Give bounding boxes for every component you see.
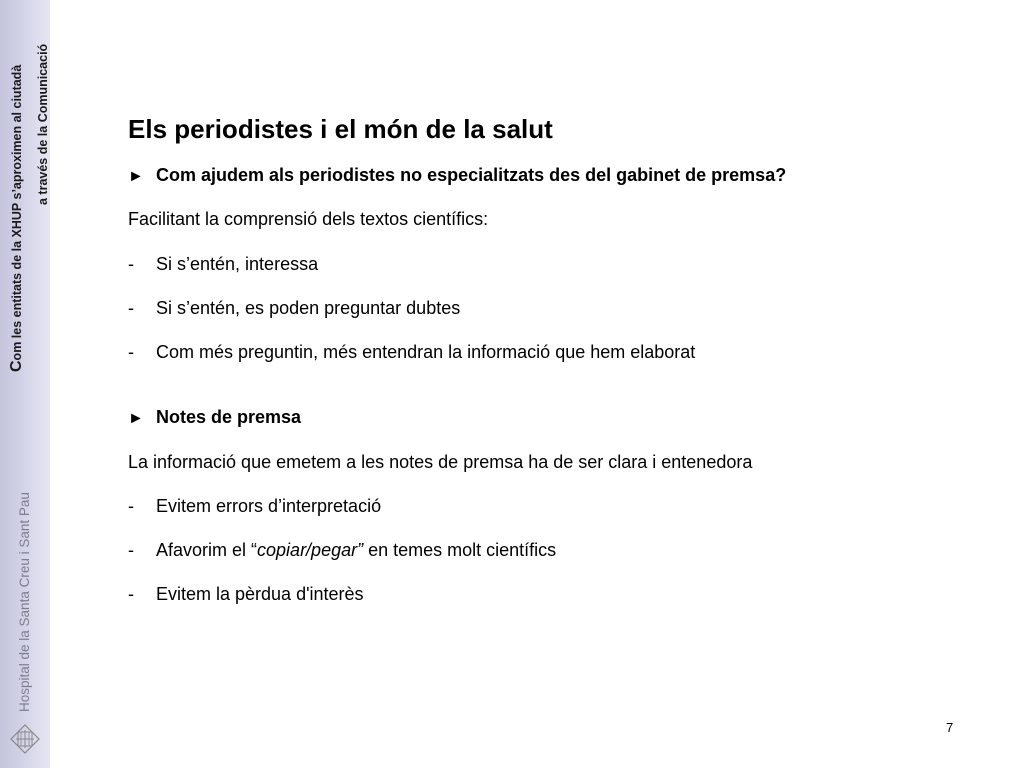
slide-title: Els periodistes i el món de la salut xyxy=(128,114,553,144)
section2-intro: La informació que emetem a les notes de premsa ha de ser clara i entenedora xyxy=(128,452,753,472)
list-item: - Si s’entén, interessa xyxy=(128,254,319,274)
section2-heading: ► Notes de premsa xyxy=(128,407,302,427)
list-item: - Com més preguntin, més entendran la informació que hem elaborat xyxy=(128,342,696,362)
hospital-logo-icon xyxy=(10,724,40,754)
sidebar xyxy=(0,0,50,768)
section1-intro: Facilitant la comprensió dels textos científics: xyxy=(128,209,489,229)
list-item: - Evitem errors d’interpretació xyxy=(128,496,382,516)
page-number: 7 xyxy=(946,720,954,735)
series-title-line1: Com les entitats de la XHUP s’aproximen al ciutadà xyxy=(8,64,25,372)
list-item: - Si s’entén, es poden preguntar dubtes xyxy=(128,298,461,318)
bullet-arrow-icon: ► xyxy=(128,168,144,185)
list-item: - Evitem la pèrdua d'interès xyxy=(128,584,364,604)
bullet-arrow-icon: ► xyxy=(128,410,144,427)
institution-name: Hospital de la Santa Creu i Sant Pau xyxy=(17,492,32,712)
series-title-line2: a través de la Comunicació xyxy=(36,43,50,205)
list-item: - Afavorim el “copiar/pegar” en temes molt científics xyxy=(128,540,557,560)
section1-heading: ► Com ajudem als periodistes no especialitzats des del gabinet de premsa? xyxy=(128,165,787,185)
